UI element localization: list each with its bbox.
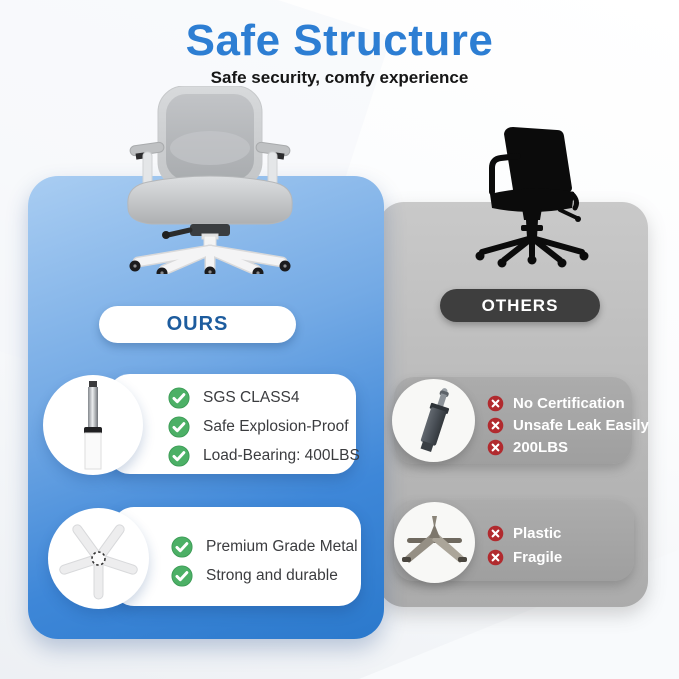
ours-base-image-circle	[48, 508, 149, 609]
others-feature-list-1	[487, 392, 649, 458]
feature-row	[487, 436, 649, 458]
cross-icon	[487, 525, 504, 542]
page-title: Safe Structure	[185, 16, 494, 65]
cross-icon	[487, 549, 504, 566]
metal-star-base-image	[394, 502, 475, 583]
ours-label-pill	[99, 306, 296, 343]
feature-text: Unsafe Leak Easily	[513, 416, 649, 434]
ours-label: OURS	[166, 313, 229, 335]
check-icon	[168, 416, 190, 438]
feature-row	[168, 412, 360, 441]
feature-row	[487, 521, 562, 545]
feature-row	[171, 561, 358, 590]
feature-row	[487, 545, 562, 569]
feature-text: 200LBS	[513, 438, 569, 456]
feature-text: No Certification	[513, 394, 625, 412]
check-icon	[168, 387, 190, 409]
cross-icon	[487, 439, 504, 456]
feature-row	[168, 383, 360, 412]
check-icon	[171, 536, 193, 558]
feature-text: Fragile	[513, 548, 563, 566]
feature-text: Strong and durable	[206, 566, 338, 584]
feature-row	[168, 441, 360, 470]
feature-text: Load-Bearing: 400LBS	[203, 446, 360, 464]
others-label-pill	[440, 289, 600, 322]
feature-text: SGS CLASS4	[203, 388, 300, 406]
ours-feature-list-1	[168, 383, 360, 470]
ours-feature-list-2	[171, 532, 358, 590]
cross-icon	[487, 417, 504, 434]
feature-row	[487, 414, 649, 436]
feature-text: Safe Explosion-Proof	[203, 417, 349, 435]
feature-row	[487, 392, 649, 414]
others-gas-lift-image-circle	[392, 379, 475, 462]
check-icon	[171, 565, 193, 587]
others-base-image-circle	[394, 502, 475, 583]
feature-text: Plastic	[513, 524, 562, 542]
white-office-chair-image	[118, 86, 302, 274]
black-office-chair-silhouette-image	[460, 126, 590, 268]
cross-icon	[487, 395, 504, 412]
others-feature-list-2	[487, 521, 562, 569]
white-five-star-base-image	[48, 508, 149, 609]
others-label: OTHERS	[481, 295, 559, 315]
feature-row	[171, 532, 358, 561]
page-subtitle: Safe security, comfy experience	[210, 68, 469, 87]
white-gas-lift-cylinder-image	[43, 375, 143, 475]
dark-gas-lift-cylinder-image	[392, 379, 475, 462]
ours-gas-lift-image-circle	[43, 375, 143, 475]
feature-text: Premium Grade Metal	[206, 537, 358, 555]
check-icon	[168, 445, 190, 467]
